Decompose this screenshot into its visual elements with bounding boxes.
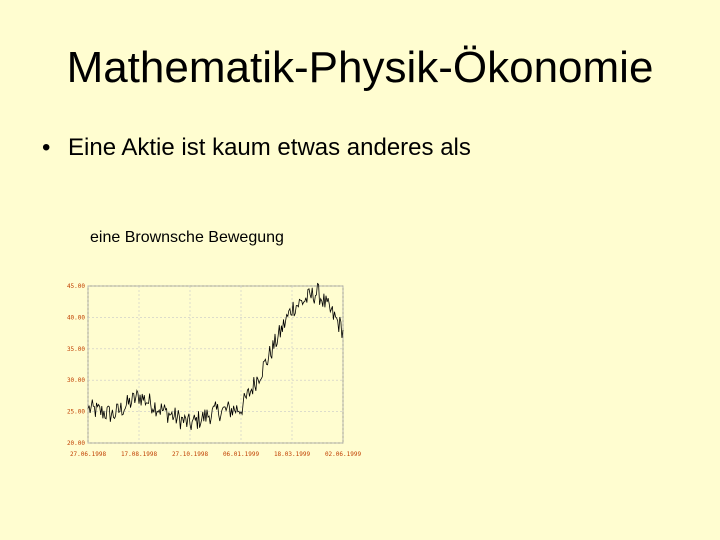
plot-frame xyxy=(88,286,343,443)
bullet-item xyxy=(42,130,471,166)
chart-caption: eine Brownsche Bewegung xyxy=(90,229,284,246)
x-tick-label: 17.08.1998 xyxy=(120,451,158,458)
y-tick-label: 25.00 xyxy=(66,408,85,416)
bullet-text: Eine Aktie ist kaum etwas anderes als xyxy=(68,134,471,161)
slide-title: Mathematik-Physik-Ökonomie xyxy=(66,43,654,92)
y-tick-label: 40.00 xyxy=(66,314,85,322)
x-tick-label: 18.03.1999 xyxy=(273,451,311,458)
bullet-dot: • xyxy=(42,134,51,161)
y-tick-label: 35.00 xyxy=(66,345,85,353)
y-tick-label: 20.00 xyxy=(66,440,85,447)
x-tick-label: 02.06.1999 xyxy=(324,451,362,458)
y-tick-label: 45.00 xyxy=(66,283,85,290)
x-tick-label: 27.10.1998 xyxy=(171,451,209,458)
y-tick-label: 30.00 xyxy=(66,377,85,385)
stock-price-chart xyxy=(55,278,365,468)
price-series-line xyxy=(88,284,343,430)
x-tick-label: 27.06.1998 xyxy=(69,451,107,458)
x-tick-label: 06.01.1999 xyxy=(222,451,260,458)
